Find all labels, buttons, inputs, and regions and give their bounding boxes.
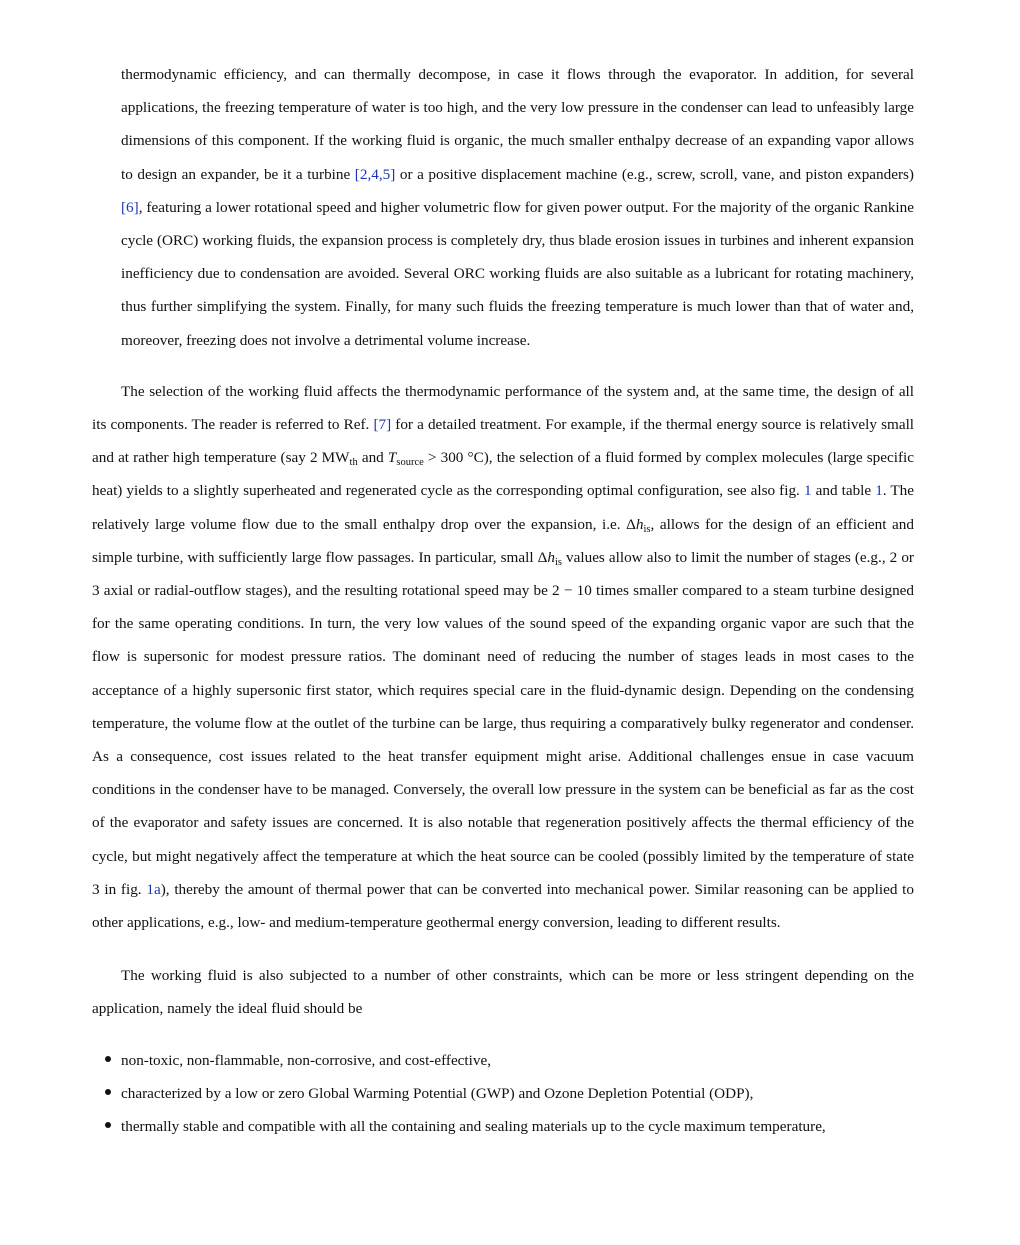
citation-link[interactable]: [2, <box>354 165 372 183</box>
bullet-icon <box>105 1089 111 1095</box>
page-content <box>92 58 914 1143</box>
citation-link[interactable]: 5] <box>382 165 396 183</box>
constraint-list <box>92 1044 914 1144</box>
paragraph-working-fluid-organic: thermodynamic efficiency, and can thermally decompose, in case it flows through the evaporator. In addition, for several applications, the freezing temperature of water is too high, and the very low pressure in the condenser can lead to unfeasibly large dimensions of this component. If the working fluid is organic, the much smaller enthalpy decrease of an expanding vapor allows to design an expander, be it a turbine [2,4,5] or a positive displacement machine (e.g., screw, scroll, vane, and piston expanders) [6], featuring a lower rotational speed and higher volumetric flow for given power output. For the majority of the organic Rankine cycle (ORC) working fluids, the expansion process is completely dry, thus blade erosion issues in turbines and inherent expansion inefficiency due to condensation are avoided. Several ORC working fluids are also suitable as a lubricant for rotating machinery, thus further simplifying the system. Finally, for many such fluids the freezing temperature is much lower than that of water and, moreover, freezing does not involve a detrimental volume increase. <box>121 66 914 349</box>
list-item: characterized by a low or zero Global Warming Potential (GWP) and Ozone Depletion Potential (ODP), <box>92 1077 914 1110</box>
table-link[interactable]: 1 <box>875 482 883 500</box>
list-item: thermally stable and compatible with all the containing and sealing materials up to the cycle maximum temperature, <box>92 1110 914 1143</box>
citation-link[interactable]: 4, <box>371 165 383 183</box>
citation-link[interactable]: [7] <box>373 416 392 434</box>
paragraph-fluid-selection: The selection of the working fluid affects the thermodynamic performance of the system and, at the same time, the design of all its components. The reader is referred to Ref. [7] for a detailed treatment. For example, if the thermal energy source is relatively small and at rather high temperature (say 2 $MW_{th}$ and $T_{source} > 300$ °C), the selection of a fluid formed by complex molecules (large specific heat) yields to a slightly superheated and regenerated cycle as the corresponding optimal configuration, see also fig. 1 and table 1. The relatively large volume flow due to the small enthalpy drop over the expansion, i.e. $\Delta h_{is}$, allows for the design of an efficient and simple turbine, with sufficiently large flow passages. In particular, small $\Delta h_{is}$ values allow also to limit the number of stages (e.g., 2 or 3 axial or radial-outflow stages), and the resulting rotational speed may be 2 − 10 times smaller compared to a steam turbine designed for the same operating conditions. In turn, the very low values of the sound speed of the expanding organic vapor are such that the flow is supersonic for modest pressure ratios. The dominant need of reducing the number of stages leads in most cases to the acceptance of a highly supersonic first stator, which requires special care in the fluid-dynamic design. Depending on the condensing temperature, the volume flow at the outlet of the turbine can be large, thus requiring a comparatively bulky regenerator and condenser. As a consequence, cost issues related to the heat transfer equipment might arise. Additional challenges ensue in case vacuum conditions in the condenser have to be managed. Conversely, the overall low pressure in the system can be beneficial as far as the cost of the evaporator and safety issues are concerned. It is also notable that regeneration positively affects the thermal efficiency of the cycle, but might negatively affect the temperature at which the heat source can be cooled (possibly limited by the temperature of state 3 in fig. 1a), thereby the amount of thermal power that can be converted into mechanical power. Similar reasoning can be applied to other applications, e.g., low- and medium-temperature geothermal energy conversion, leading to different results. <box>92 382 915 932</box>
figure-link[interactable]: 1a <box>146 880 161 898</box>
citation-link[interactable]: [6] <box>121 198 139 216</box>
bullet-icon <box>105 1122 111 1128</box>
list-item: non-toxic, non-flammable, non-corrosive, and cost-effective, <box>92 1044 914 1077</box>
paragraph-constraints: The working fluid is also subjected to a number of other constraints, which can be more or less stringent depending on the application, namely the ideal fluid should be <box>92 967 914 1018</box>
bullet-icon <box>105 1056 111 1062</box>
figure-link[interactable]: 1 <box>803 482 812 500</box>
